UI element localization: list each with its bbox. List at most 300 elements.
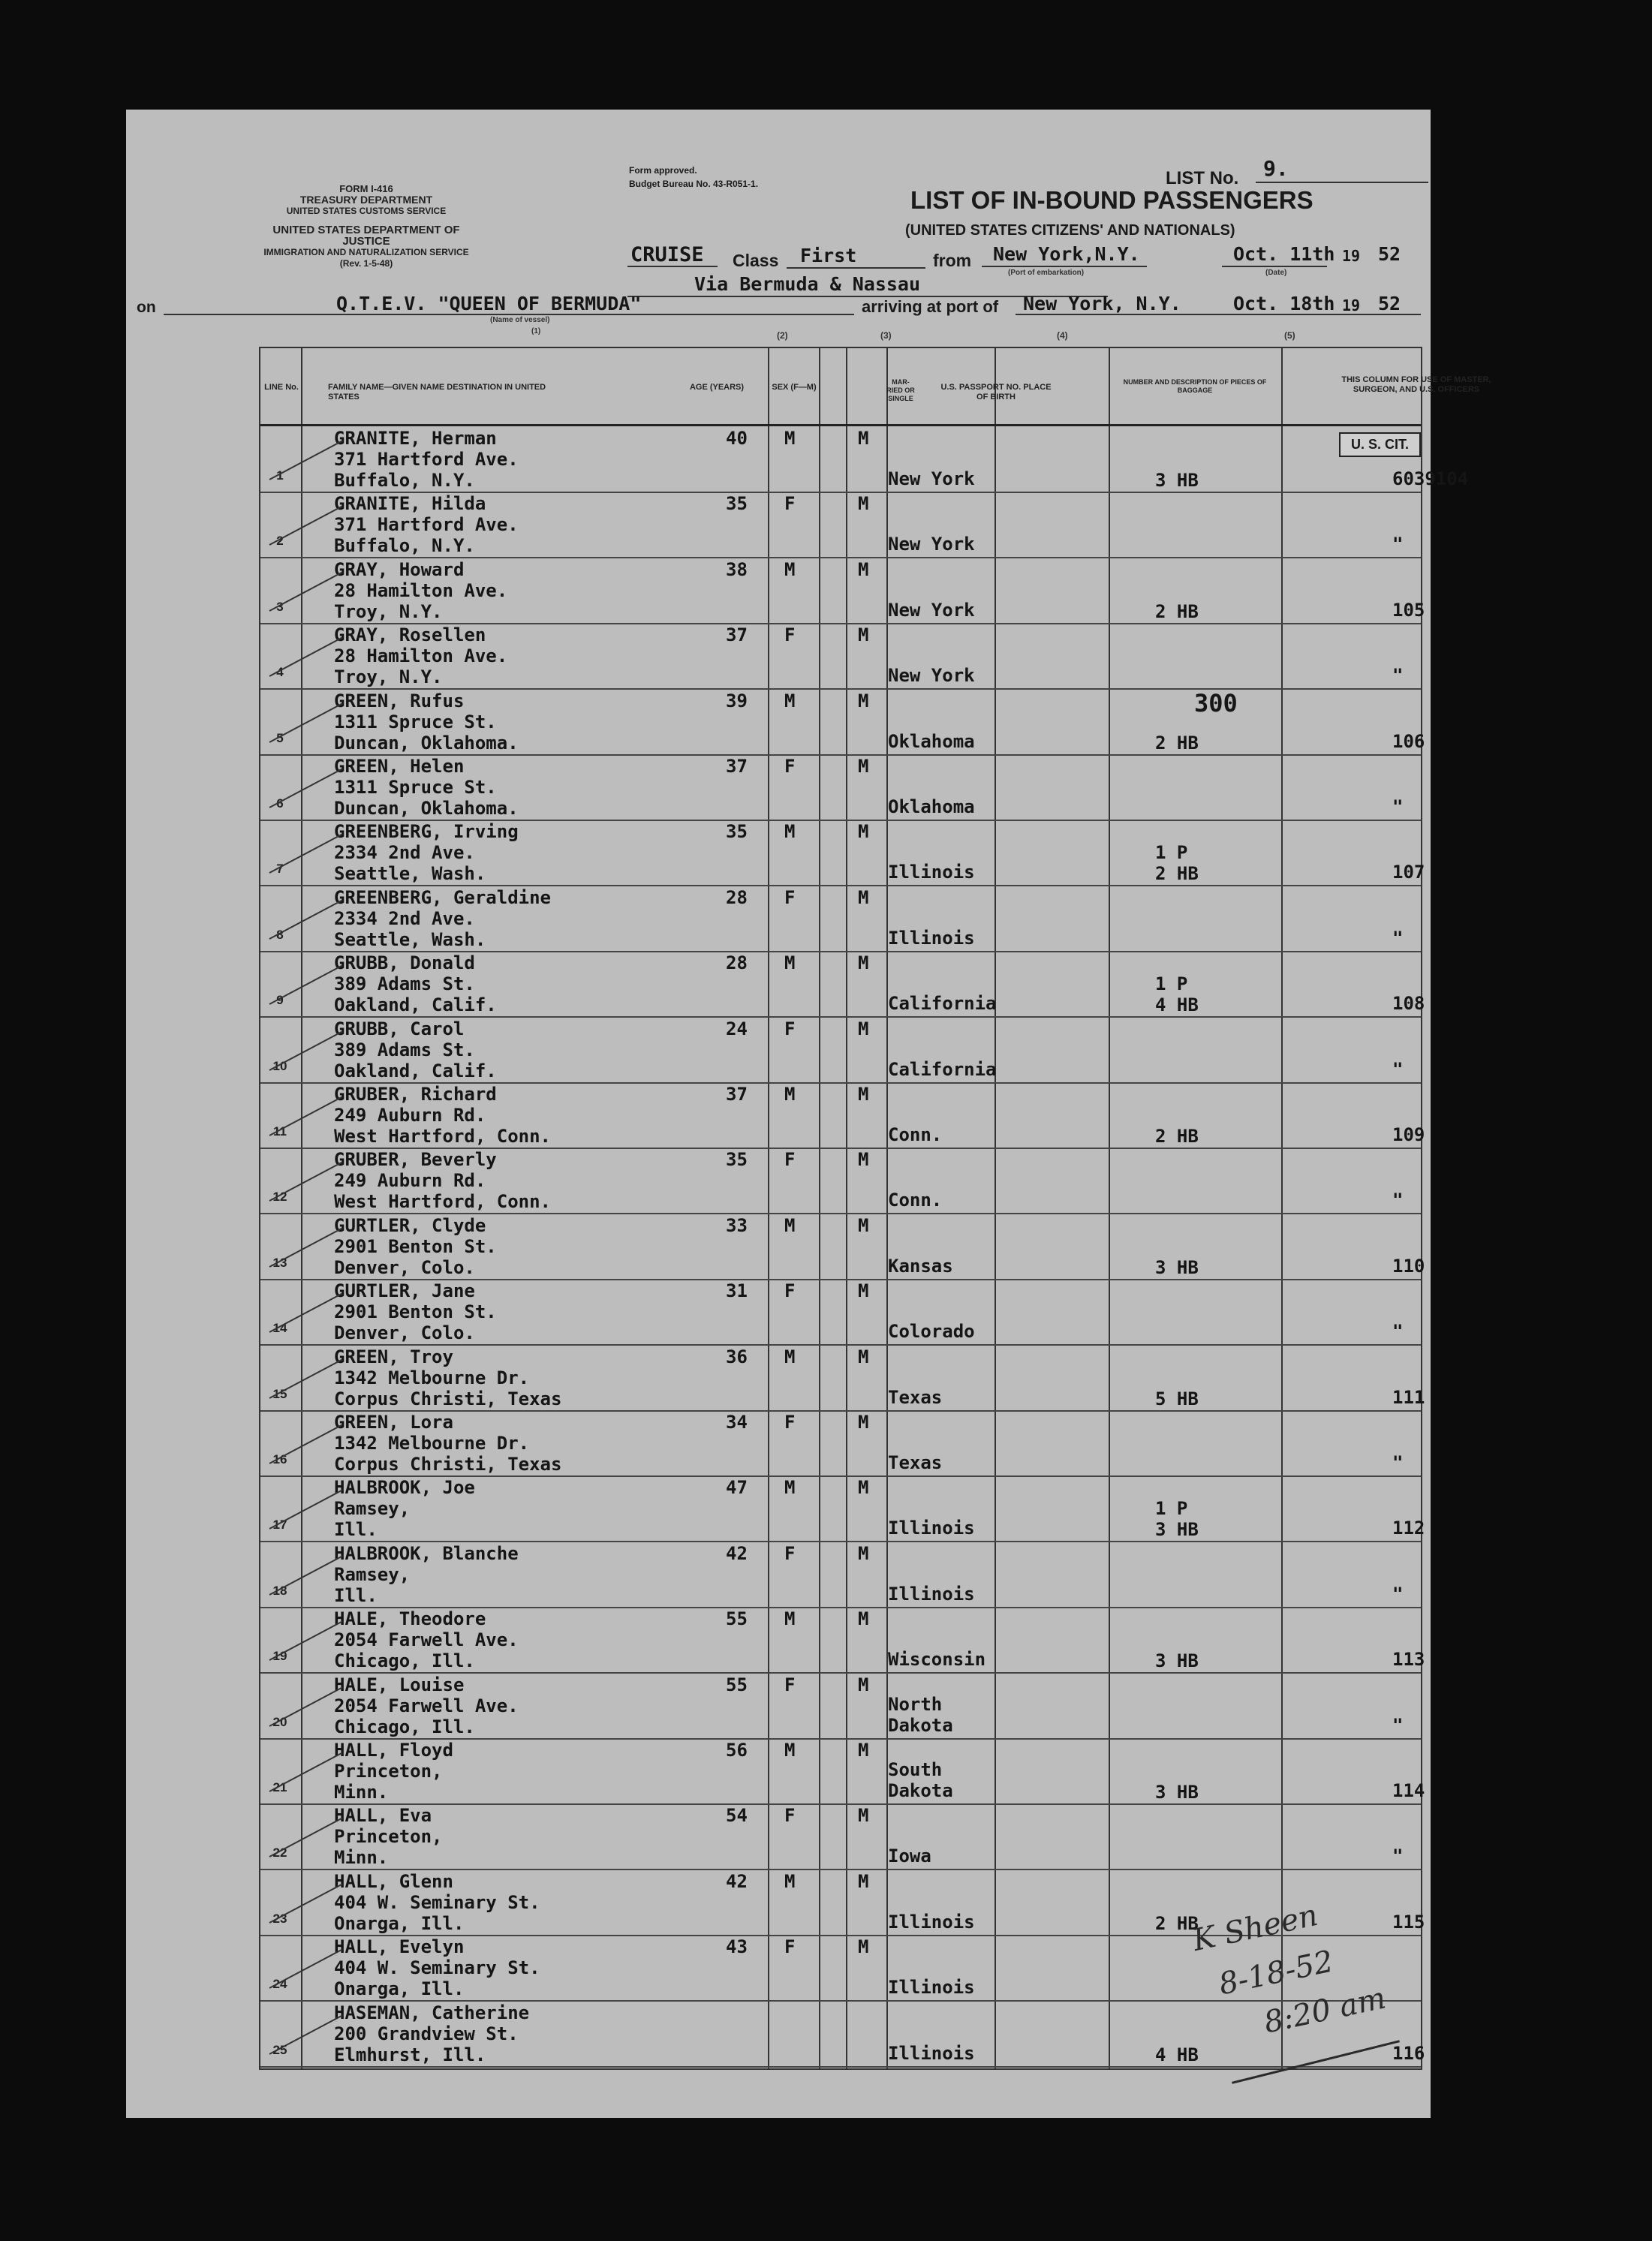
passenger-name: GURTLER, Clyde [334, 1214, 486, 1236]
marital-status: M [858, 1412, 869, 1433]
birthplace: Conn. [888, 1124, 943, 1145]
table-row [260, 1738, 1425, 1805]
form-approved: Form approved. [629, 165, 697, 176]
line-number: 19 [272, 1649, 287, 1664]
check-tick [269, 1621, 343, 1661]
line-number: 25 [272, 2042, 287, 2057]
age-value: 42 [726, 1870, 748, 1892]
baggage-1: 1 P [1155, 1498, 1188, 1520]
officer-number: 106 [1392, 730, 1425, 752]
check-tick [269, 1358, 343, 1398]
birthplace: Illinois [888, 1911, 975, 1933]
line-number: 13 [272, 1255, 287, 1270]
age-value: 33 [726, 1214, 748, 1236]
passenger-name: GREEN, Rufus [334, 690, 465, 711]
officer-number: " [1392, 1845, 1404, 1867]
check-tick [269, 1162, 343, 1202]
table-row [260, 1673, 1421, 1740]
officer-number: 114 [1392, 1780, 1425, 1801]
marital-status: M [858, 1870, 869, 1892]
check-tick [269, 1752, 343, 1791]
agency-block [254, 183, 479, 269]
check-tick [269, 1030, 343, 1070]
baggage-2: 3 HB [1155, 470, 1199, 491]
table-row [260, 1607, 1425, 1674]
address-street: 2054 Farwell Ave. [334, 1629, 519, 1651]
passenger-name: HALL, Eva [334, 1805, 432, 1827]
officer-number: " [1392, 1321, 1404, 1343]
passenger-name: GREEN, Lora [334, 1412, 453, 1433]
passenger-name: HASEMAN, Catherine [334, 2002, 530, 2023]
birthplace-2: Dakota [888, 1780, 953, 1801]
date-caption: (Date) [1265, 269, 1287, 277]
baggage-2: 4 HB [1155, 994, 1199, 1016]
check-tick [269, 1293, 343, 1333]
sex-value: M [784, 1084, 796, 1105]
sex-value: M [784, 1740, 796, 1761]
sex-value: F [784, 1280, 796, 1302]
baggage-2: 4 HB [1155, 2044, 1199, 2065]
birthplace: Colorado [888, 1321, 975, 1343]
address-street: 2054 Farwell Ave. [334, 1695, 519, 1716]
address-city: Corpus Christi, Texas [334, 1454, 562, 1475]
officer-number: " [1392, 665, 1404, 687]
baggage-2: 2 HB [1155, 1912, 1199, 1934]
col-header-family-name: FAMILY NAME—GIVEN NAME DESTINATION IN UNITED STATES [328, 383, 546, 402]
marital-status: M [858, 428, 869, 449]
address-street: 28 Hamilton Ave. [334, 645, 508, 667]
address-city: Denver, Colo. [334, 1256, 475, 1278]
line-number: 2 [276, 534, 284, 549]
age-value: 39 [726, 690, 748, 711]
check-tick [269, 1883, 343, 1923]
marital-status: M [858, 1018, 869, 1039]
line-number: 4 [276, 665, 284, 680]
line-number: 23 [272, 1911, 287, 1926]
sex-value: M [784, 690, 796, 711]
passenger-name: GRUBB, Carol [334, 1018, 465, 1039]
sex-value: F [784, 1542, 796, 1564]
address-street: 2334 2nd Ave. [334, 842, 475, 864]
baggage-2: 3 HB [1155, 1519, 1199, 1541]
passenger-name: GRUBER, Beverly [334, 1149, 497, 1171]
address-street: 1342 Melbourne Dr. [334, 1367, 530, 1388]
officer-number: " [1392, 1583, 1404, 1605]
passenger-name: HALE, Louise [334, 1674, 465, 1695]
check-tick [269, 899, 343, 939]
officer-number: " [1392, 796, 1404, 817]
table-row [260, 886, 1421, 952]
sex-value: M [784, 1477, 796, 1499]
line-number: 24 [272, 1977, 287, 1992]
sex-value: F [784, 1149, 796, 1171]
address-street: 1311 Spruce St. [334, 711, 497, 732]
officer-number: " [1392, 1452, 1404, 1473]
table-row [260, 820, 1425, 886]
baggage-2: 3 HB [1155, 1650, 1199, 1672]
officer-number: 108 [1392, 993, 1425, 1015]
marital-status: M [858, 1674, 869, 1695]
age-value: 28 [726, 952, 748, 974]
line-number: 12 [272, 1190, 287, 1205]
table-row [260, 1475, 1425, 1542]
line-number: 14 [272, 1321, 287, 1336]
from-label: from [933, 251, 972, 270]
table-row [260, 1345, 1425, 1412]
table-row [260, 1410, 1421, 1477]
age-value: 47 [726, 1477, 748, 1499]
sex-value: M [784, 428, 796, 449]
justice-dept: UNITED STATES DEPARTMENT OF JUSTICE [272, 224, 460, 248]
table-row [260, 623, 1421, 690]
birthplace: Kansas [888, 1255, 953, 1277]
line-number: 15 [272, 1386, 287, 1401]
line-number: 5 [276, 730, 284, 745]
sex-value: F [784, 624, 796, 646]
form-number: FORM I-416 [339, 183, 393, 194]
check-tick [269, 2014, 343, 2054]
check-tick [269, 834, 343, 874]
age-value: 35 [726, 493, 748, 515]
check-tick [269, 1818, 343, 1857]
sex-value: M [784, 558, 796, 580]
sex-value: F [784, 1412, 796, 1433]
check-tick [269, 637, 343, 677]
table-row [260, 754, 1421, 821]
passenger-name: HALBROOK, Joe [334, 1477, 475, 1499]
birthplace: Texas [888, 1386, 943, 1408]
address-city: Chicago, Ill. [334, 1650, 475, 1672]
check-tick [269, 440, 343, 480]
birthplace: New York [888, 599, 975, 621]
address-street: 404 W. Seminary St. [334, 1891, 540, 1913]
line-number: 10 [272, 1058, 287, 1073]
officer-number: 107 [1392, 862, 1425, 883]
check-tick [269, 1424, 343, 1463]
customs-service: UNITED STATES CUSTOMS SERVICE [286, 206, 447, 216]
sex-value: M [784, 1346, 796, 1367]
class-label: Class [733, 251, 779, 270]
baggage-2: 2 HB [1155, 863, 1199, 885]
handwritten-time: 8:20 am [1261, 1981, 1389, 2041]
officer-number: 113 [1392, 1649, 1425, 1671]
passenger-name: GREEN, Troy [334, 1346, 453, 1367]
line-number: 6 [276, 796, 284, 811]
address-city: Corpus Christi, Texas [334, 1388, 562, 1409]
passenger-name: HALL, Glenn [334, 1870, 453, 1892]
col-header-officers: THIS COLUMN FOR USE OF MASTER, SURGEON, AND U.S. OFFICERS [1341, 375, 1491, 394]
officer-number: 112 [1392, 1518, 1425, 1539]
officer-number: " [1392, 534, 1404, 555]
line-number: 9 [276, 993, 284, 1008]
sex-value: M [784, 1608, 796, 1630]
passenger-name: HALL, Floyd [334, 1740, 453, 1761]
marital-status: M [858, 1936, 869, 1958]
revision: (Rev. 1-5-48) [339, 258, 393, 269]
table-row [260, 1082, 1425, 1149]
table-row [260, 951, 1425, 1018]
address-city: Seattle, Wash. [334, 928, 486, 950]
address-street: 2901 Benton St. [334, 1301, 497, 1323]
marital-status: M [858, 756, 869, 777]
sex-value: F [784, 886, 796, 908]
check-tick [269, 1949, 343, 1989]
address-street: Ramsey, [334, 1563, 411, 1585]
table-row [260, 1542, 1421, 1608]
line-number: 21 [272, 1780, 287, 1794]
age-value: 37 [726, 756, 748, 777]
address-city: Buffalo, N.Y. [334, 535, 475, 557]
officer-number: 115 [1392, 1911, 1425, 1933]
passenger-name: GRANITE, Hilda [334, 493, 486, 515]
col-header-passport: U.S. PASSPORT NO. PLACE OF BIRTH [940, 383, 1052, 402]
address-street: Princeton, [334, 1761, 443, 1782]
birthplace: Illinois [888, 1977, 975, 1999]
departure-year-prefix: 19 [1342, 247, 1361, 265]
handwritten-signature: K Sheen [1190, 1897, 1321, 1959]
passenger-name: HALL, Evelyn [334, 1936, 465, 1958]
officer-number: 109 [1392, 1124, 1425, 1145]
sex-value: F [784, 1936, 796, 1958]
check-tick [269, 1227, 343, 1267]
line-number: 8 [276, 927, 284, 942]
sex-value: M [784, 952, 796, 974]
line-number: 20 [272, 1714, 287, 1729]
passenger-name: GREENBERG, Geraldine [334, 886, 551, 908]
age-value: 55 [726, 1674, 748, 1695]
marital-status: M [858, 1542, 869, 1564]
age-value: 31 [726, 1280, 748, 1302]
check-tick [269, 965, 343, 1005]
age-value: 54 [726, 1805, 748, 1827]
address-city: Duncan, Oklahoma. [334, 732, 519, 754]
passenger-name: GRAY, Rosellen [334, 624, 486, 646]
age-value: 24 [726, 1018, 748, 1039]
col-header-line-no: LINE No. [264, 383, 299, 392]
birthplace: Oklahoma [888, 796, 975, 817]
passenger-table [259, 347, 1491, 2070]
passenger-name: GRUBB, Donald [334, 952, 475, 974]
address-street: 404 W. Seminary St. [334, 1957, 540, 1979]
table-row [260, 1214, 1425, 1280]
line-number: 22 [272, 1845, 287, 1860]
from-value: New York,N.Y. [993, 243, 1140, 265]
departure-year: 52 [1378, 243, 1401, 265]
address-city: Onarga, Ill. [334, 1978, 465, 2000]
baggage-1: 1 P [1155, 842, 1188, 864]
marital-status: M [858, 624, 869, 646]
table-row [260, 1148, 1421, 1214]
address-city: Ill. [334, 1519, 378, 1541]
officer-number: 110 [1392, 1255, 1425, 1277]
baggage-2: 5 HB [1155, 1388, 1199, 1409]
age-value: 37 [726, 1084, 748, 1105]
officer-number: 6039104 [1392, 468, 1469, 489]
birthplace: Conn. [888, 1190, 943, 1211]
marital-status: M [858, 1346, 869, 1367]
check-tick [269, 1490, 343, 1530]
address-street: 249 Auburn Rd. [334, 1170, 486, 1192]
annotation-300: 300 [1194, 689, 1238, 717]
passenger-name: GRUBER, Richard [334, 1084, 497, 1105]
check-tick [269, 702, 343, 742]
col-number-4: (4) [1057, 330, 1068, 341]
col-header-age: AGE (YEARS) [689, 383, 745, 392]
budget-bureau: Budget Bureau No. 43-R051-1. [629, 179, 759, 189]
birthplace-2: Dakota [888, 1714, 953, 1736]
officer-number: 116 [1392, 2042, 1425, 2064]
list-no-label: LIST No. [1166, 168, 1239, 188]
table-row [260, 689, 1425, 756]
address-city: Oakland, Calif. [334, 1060, 497, 1081]
age-value: 35 [726, 821, 748, 843]
passenger-name: GREENBERG, Irving [334, 821, 519, 843]
birthplace: North [888, 1693, 943, 1715]
check-tick [269, 571, 343, 611]
sex-value: M [784, 821, 796, 843]
address-city: Troy, N.Y. [334, 666, 443, 688]
marital-status: M [858, 1477, 869, 1499]
birthplace: Illinois [888, 927, 975, 949]
address-street: 1342 Melbourne Dr. [334, 1433, 530, 1454]
birthplace: New York [888, 468, 975, 489]
passenger-name: GREEN, Helen [334, 756, 465, 777]
table-row [260, 1803, 1421, 1870]
age-value: 56 [726, 1740, 748, 1761]
address-street: 389 Adams St. [334, 1039, 475, 1060]
officer-number: " [1392, 927, 1404, 949]
marital-status: M [858, 1608, 869, 1630]
cruise-label: CRUISE [630, 243, 704, 266]
address-street: 200 Grandview St. [334, 2023, 519, 2044]
line-number: 17 [272, 1518, 287, 1533]
officer-number: 111 [1392, 1386, 1425, 1408]
handwritten-date: 8-18-52 [1215, 1944, 1337, 2002]
birthplace: Texas [888, 1452, 943, 1473]
address-street: 389 Adams St. [334, 973, 475, 995]
baggage-2: 2 HB [1155, 1126, 1199, 1147]
marital-status: M [858, 1084, 869, 1105]
page-title: LIST OF IN-BOUND PASSENGERS [910, 186, 1313, 214]
marital-status: M [858, 952, 869, 974]
table-row [260, 1017, 1421, 1084]
vessel-caption: (Name of vessel) [490, 316, 550, 324]
line-number: 3 [276, 599, 284, 614]
check-tick [269, 768, 343, 808]
col-number-3: (3) [880, 330, 892, 341]
page-subtitle: (UNITED STATES CITIZENS' AND NATIONALS) [905, 222, 1235, 239]
sex-value: F [784, 756, 796, 777]
address-city: Buffalo, N.Y. [334, 470, 475, 491]
line-number: 11 [273, 1124, 287, 1139]
line-number: 18 [272, 1583, 287, 1598]
birthplace: New York [888, 534, 975, 555]
treasury-dept: TREASURY DEPARTMENT [299, 194, 433, 206]
address-city: West Hartford, Conn. [334, 1126, 551, 1147]
baggage-2: 3 HB [1155, 1256, 1199, 1278]
address-street: 371 Hartford Ave. [334, 514, 519, 536]
table-row [260, 2001, 1425, 2068]
arriving-label: arriving at port of [862, 297, 999, 316]
birthplace: Illinois [888, 2042, 975, 2064]
col-header-married: MAR-RIED OR SINGLE [886, 378, 915, 402]
us-citizen-stamp: U. S. CIT. [1339, 432, 1421, 457]
age-value: 42 [726, 1542, 748, 1564]
address-street: 2334 2nd Ave. [334, 907, 475, 929]
birthplace: Iowa [888, 1845, 931, 1867]
marital-status: M [858, 1149, 869, 1171]
marital-status: M [858, 1805, 869, 1827]
passenger-name: GURTLER, Jane [334, 1280, 475, 1302]
birthplace: South [888, 1759, 943, 1780]
passenger-name: HALE, Theodore [334, 1608, 486, 1630]
baggage-2: 2 HB [1155, 732, 1199, 754]
address-street: Ramsey, [334, 1498, 411, 1520]
table-row [260, 1279, 1421, 1346]
birthplace: Illinois [888, 1583, 975, 1605]
marital-status: M [858, 1740, 869, 1761]
arrival-port: New York, N.Y. [1023, 293, 1181, 314]
on-label: on [137, 299, 156, 316]
sex-value: M [784, 1214, 796, 1236]
officer-number: " [1392, 1190, 1404, 1211]
departure-date: Oct. 11th [1233, 243, 1335, 265]
line-number: 1 [276, 468, 284, 483]
table-row [260, 558, 1425, 624]
marital-status: M [858, 493, 869, 515]
list-no-value: 9. [1263, 156, 1289, 181]
vessel-name: Q.T.E.V. "QUEEN OF BERMUDA" [336, 293, 642, 314]
check-tick [269, 1686, 343, 1726]
marital-status: M [858, 1280, 869, 1302]
table-row [260, 492, 1421, 558]
baggage-2: 3 HB [1155, 1782, 1199, 1803]
address-street: 249 Auburn Rd. [334, 1105, 486, 1126]
officer-number: " [1392, 1058, 1404, 1080]
age-value: 37 [726, 624, 748, 646]
passenger-name: GRAY, Howard [334, 558, 465, 580]
baggage-1: 1 P [1155, 973, 1188, 995]
passenger-name: HALBROOK, Blanche [334, 1542, 519, 1564]
class-value: First [800, 245, 857, 266]
line-number: 7 [276, 862, 284, 877]
address-street: 2901 Benton St. [334, 1235, 497, 1257]
birthplace: California [888, 1058, 997, 1080]
check-tick [269, 1096, 343, 1136]
sex-value: F [784, 1018, 796, 1039]
address-street: Princeton, [334, 1826, 443, 1848]
ins: IMMIGRATION AND NATURALIZATION SERVICE [263, 247, 469, 257]
line-number: 16 [272, 1452, 287, 1466]
marital-status: M [858, 886, 869, 908]
sex-value: F [784, 1674, 796, 1695]
arrival-date: Oct. 18th [1233, 293, 1335, 314]
address-city: Onarga, Ill. [334, 1912, 465, 1934]
check-tick [269, 1555, 343, 1595]
age-value: 28 [726, 886, 748, 908]
address-city: Troy, N.Y. [334, 600, 443, 622]
col-header-baggage: NUMBER AND DESCRIPTION OF PIECES OF BAGGAGE [1123, 378, 1267, 394]
col-number-2: (2) [777, 330, 788, 341]
passenger-name: GRANITE, Herman [334, 428, 497, 449]
officer-number: 105 [1392, 599, 1425, 621]
sex-value: F [784, 493, 796, 515]
address-city: Duncan, Oklahoma. [334, 798, 519, 819]
address-city: Chicago, Ill. [334, 1716, 475, 1737]
check-tick [269, 506, 343, 546]
baggage-2: 2 HB [1155, 600, 1199, 622]
birthplace: New York [888, 665, 975, 687]
